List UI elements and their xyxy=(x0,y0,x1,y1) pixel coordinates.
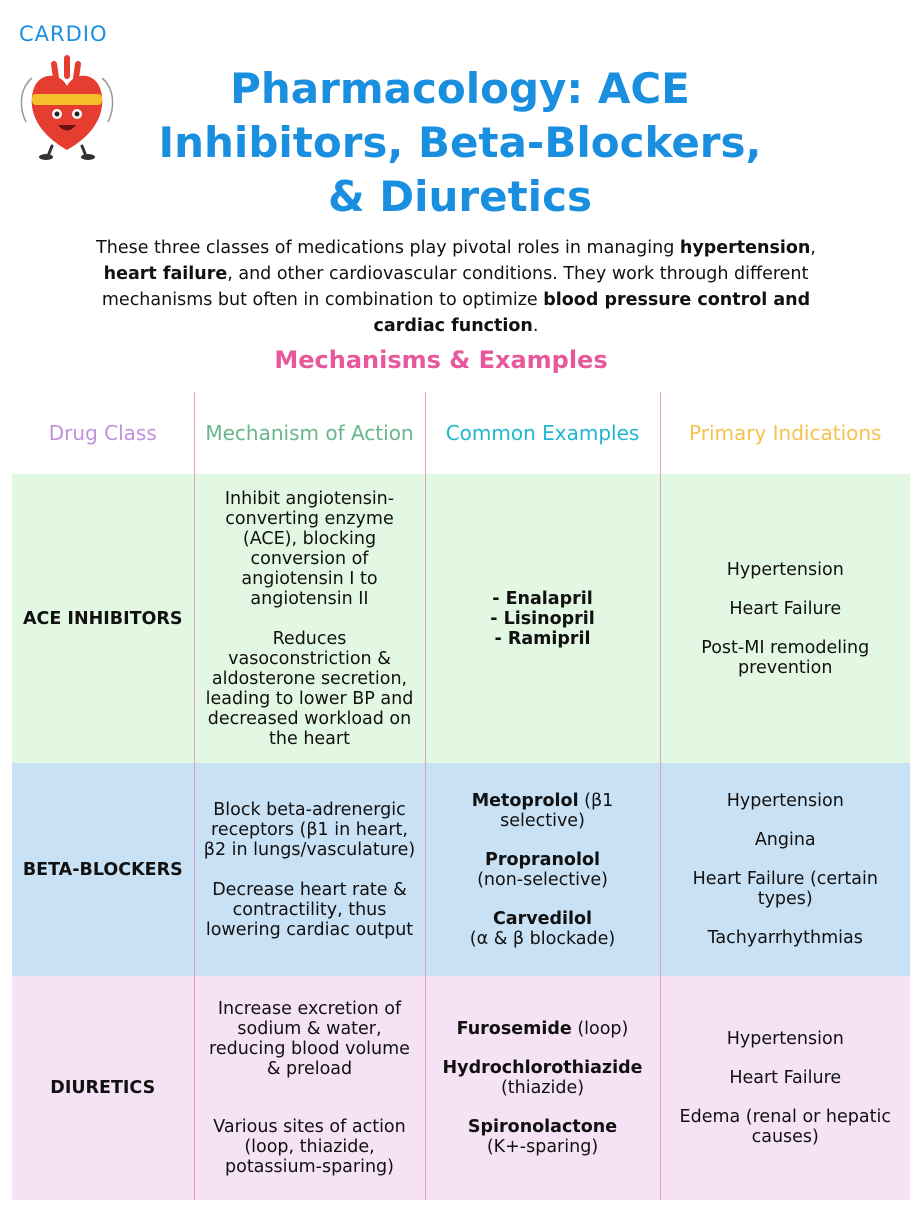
mechanism-cell xyxy=(194,474,425,763)
intro-text: , and other cardiovascular conditions. They work through different mechanisms but often in combination to optimize xyxy=(101,264,809,310)
mechanism-text: Decrease heart rate & contractility, thus lowering cardiac output xyxy=(205,879,414,940)
mechanism-cell xyxy=(194,976,425,1200)
drug-class-cell: DIURETICS xyxy=(12,976,194,1200)
example-drug: Spironolactone xyxy=(467,1117,618,1137)
table-row-diuretics xyxy=(12,976,910,1200)
title-line-3: & Diuretics xyxy=(328,172,592,221)
example-note: (β1 selective) xyxy=(500,790,614,831)
example-drug: Hydrochlorothiazide xyxy=(442,1058,643,1078)
drug-table xyxy=(12,392,910,1200)
example-note: (K+-sparing) xyxy=(486,1137,599,1157)
drug-class-cell: BETA-BLOCKERS xyxy=(12,763,194,976)
intro-text: These three classes of medications play pivotal roles in managing xyxy=(96,238,680,258)
header-indications: Primary Indications xyxy=(660,392,910,474)
indication-item: Tachyarrhythmias xyxy=(707,928,863,948)
examples-cell xyxy=(425,976,660,1200)
mechanism-text: Inhibit angiotensin-converting enzyme (ACE), blocking conversion of angiotensin I to angiotensin II xyxy=(224,488,395,609)
table-header-row xyxy=(12,392,910,474)
brand-label: CARDIO xyxy=(19,22,108,46)
header-drug-class: Drug Class xyxy=(48,421,157,445)
title-line-2: Inhibitors, Beta-Blockers, xyxy=(158,118,762,167)
mechanism-cell xyxy=(194,763,425,976)
example-item xyxy=(434,791,652,831)
intro-emphasis: blood pressure control and cardiac function xyxy=(373,290,811,336)
indications-cell xyxy=(660,474,910,763)
example-drug: Furosemide xyxy=(456,1019,572,1039)
example-drug: - Ramipril xyxy=(494,628,591,649)
example-drug: Carvedilol xyxy=(492,908,593,929)
title-line-1: Pharmacology: ACE xyxy=(230,64,690,113)
mechanism-text: Various sites of action (loop, thiazide, potassium-sparing) xyxy=(213,1117,406,1177)
mechanism-text: Reduces vasoconstriction & aldosterone secretion, leading to lower BP and decreased workload on the heart xyxy=(205,628,414,749)
indications-cell xyxy=(660,976,910,1200)
heart-mascot-icon xyxy=(12,50,122,162)
example-drug: - Lisinopril xyxy=(490,608,595,629)
indications-cell xyxy=(660,763,910,976)
indication-item: Edema (renal or hepatic causes) xyxy=(679,1107,891,1147)
examples-cell xyxy=(425,474,660,763)
example-note: (non-selective) xyxy=(477,869,608,890)
indication-item: Hypertension xyxy=(726,559,844,580)
mechanism-text: Block beta-adrenergic receptors (β1 in heart, β2 in lungs/vasculature) xyxy=(203,799,416,860)
mechanism-text: Increase excretion of sodium & water, reducing blood volume & preload xyxy=(209,999,410,1079)
page-title xyxy=(140,62,780,224)
example-drug: - Enalapril xyxy=(492,588,593,609)
intro-text: , xyxy=(810,238,816,258)
indication-item: Angina xyxy=(754,830,816,850)
example-drug: Propranolol xyxy=(485,849,600,870)
example-note: (thiazide) xyxy=(500,1078,585,1098)
indication-item: Hypertension xyxy=(726,791,844,811)
intro-paragraph xyxy=(70,235,842,339)
indication-item: Heart Failure xyxy=(729,598,842,619)
indication-item: Heart Failure (certain types) xyxy=(692,869,878,909)
indication-item: Hypertension xyxy=(726,1029,844,1049)
table-row-ace-inhibitors xyxy=(12,474,910,763)
header-mechanism: Mechanism of Action xyxy=(194,392,425,474)
intro-emphasis: hypertension xyxy=(679,238,811,258)
example-item xyxy=(434,1019,652,1039)
drug-class-cell: ACE INHIBITORS xyxy=(12,474,194,763)
table-row-beta-blockers xyxy=(12,763,910,976)
intro-emphasis: heart failure xyxy=(103,264,228,284)
intro-text: . xyxy=(532,316,539,336)
example-note: (α & β blockade) xyxy=(469,928,616,949)
example-drug: Metoprolol xyxy=(471,790,579,811)
header-examples: Common Examples xyxy=(425,392,660,474)
examples-cell xyxy=(425,763,660,976)
indication-item: Heart Failure xyxy=(729,1068,842,1088)
example-note: (loop) xyxy=(571,1019,629,1039)
section-title: Mechanisms & Examples xyxy=(274,346,608,374)
indication-item: Post-MI remodeling prevention xyxy=(701,637,870,678)
